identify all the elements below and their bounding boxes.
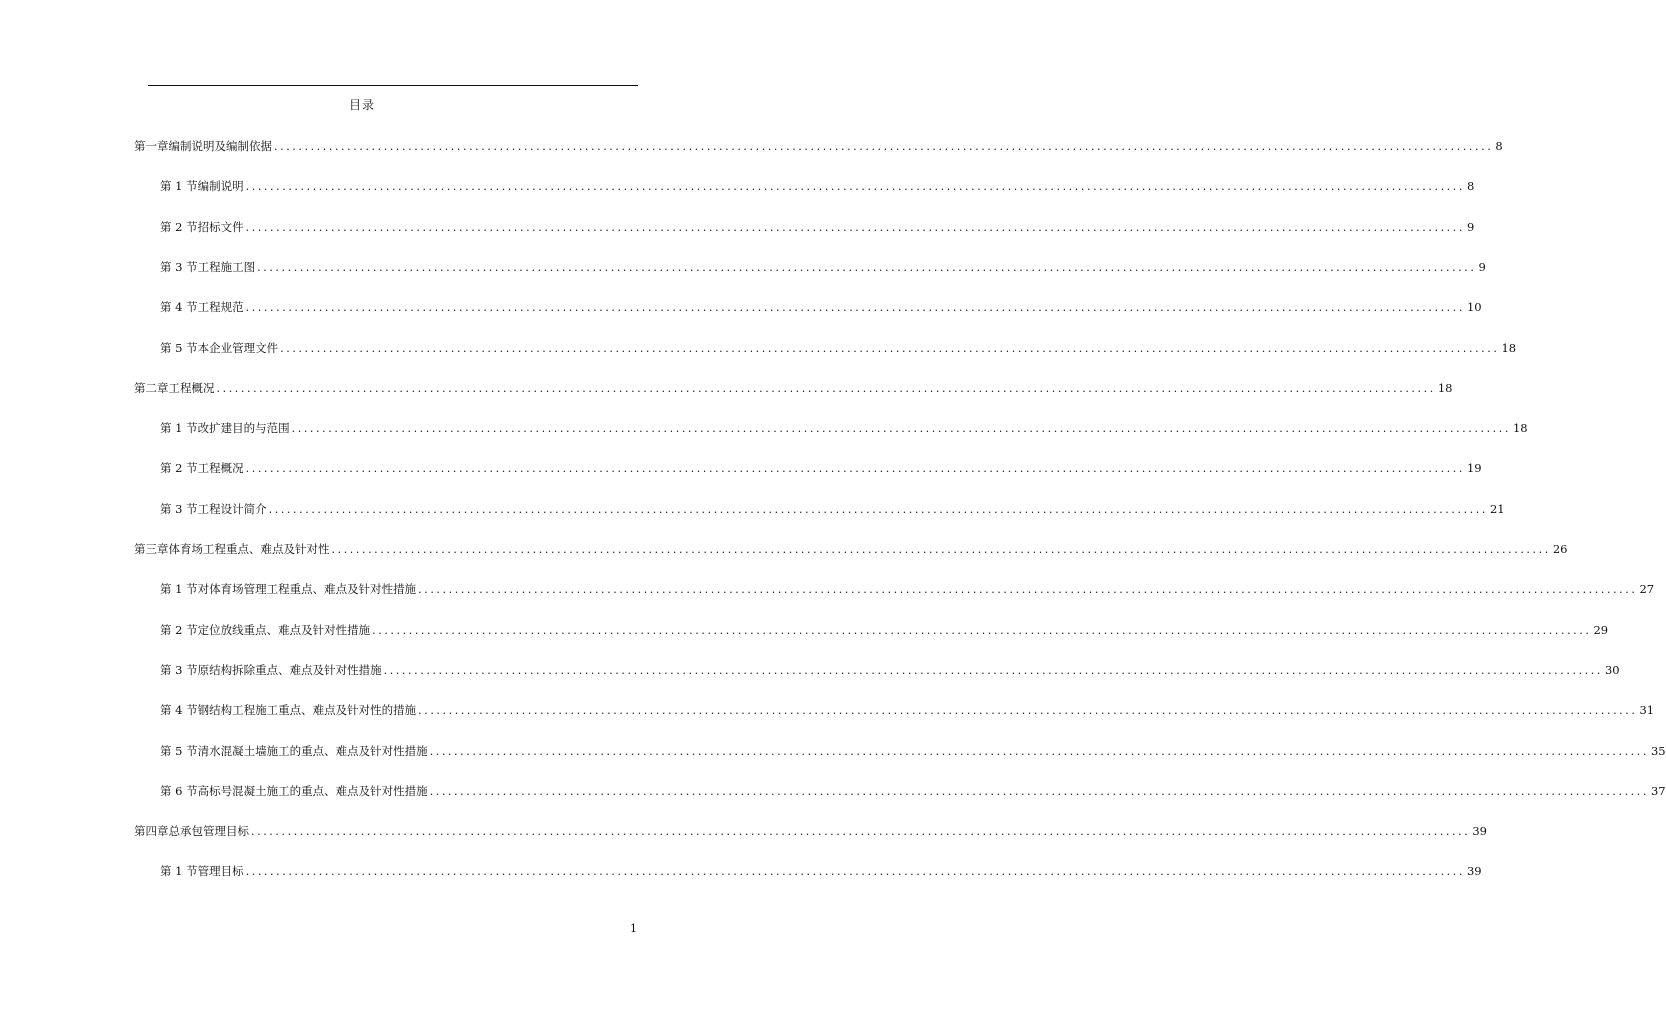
toc-dot-leader: ........................................................................................................................................................................................................	[429, 745, 1649, 758]
toc-section-entry[interactable]	[160, 420, 1528, 436]
toc-dot-leader: ........................................................................................................................................................................................................	[245, 865, 1465, 878]
toc-dot-leader: ........................................................................................................................................................................................................	[372, 624, 1592, 637]
toc-title: 目录	[348, 98, 375, 112]
toc-dot-leader: ........................................................................................................................................................................................................	[383, 664, 1603, 677]
toc-dot-leader: ........................................................................................................................................................................................................	[251, 825, 1471, 838]
toc-entry-title: 对体育场管理工程重点、难点及针对性措施	[197, 582, 417, 596]
toc-entry-number: 第 1 节	[160, 864, 198, 878]
toc-entry-title: 工程概况	[197, 461, 244, 475]
toc-entry-number: 第 3 节	[160, 663, 198, 677]
toc-entry-number: 第四章	[134, 824, 169, 838]
toc-entry-page: 10	[1466, 300, 1482, 314]
toc-entry-title: 改扩建目的与范围	[197, 421, 290, 435]
toc-entry-page: 18	[1501, 341, 1517, 355]
toc-entry-number: 第 1 节	[160, 421, 198, 435]
toc-section-entry[interactable]	[160, 662, 1620, 678]
toc-entry-page: 9	[1478, 260, 1486, 274]
toc-entry-number: 第 3 节	[160, 260, 198, 274]
toc-section-entry[interactable]	[160, 783, 1666, 799]
toc-entry-page: 35	[1650, 744, 1666, 758]
toc-entry-number: 第 1 节	[160, 179, 198, 193]
toc-entry-title: 工程概况	[168, 381, 215, 395]
toc-section-entry[interactable]	[160, 702, 1655, 718]
toc-section-entry[interactable]	[160, 219, 1475, 235]
toc-entry-title: 招标文件	[197, 220, 244, 234]
toc-dot-leader: ........................................................................................................................................................................................................	[280, 342, 1500, 355]
toc-chapter-entry[interactable]	[134, 541, 1568, 557]
toc-entry-title: 总承包管理目标	[168, 824, 249, 838]
toc-entry-number: 第三章	[134, 542, 169, 556]
toc-dot-leader: ........................................................................................................................................................................................................	[257, 261, 1477, 274]
toc-entry-number: 第 4 节	[160, 703, 198, 717]
toc-dot-leader: ........................................................................................................................................................................................................	[429, 785, 1649, 798]
toc-entry-number: 第 6 节	[160, 784, 198, 798]
toc-section-entry[interactable]	[160, 863, 1482, 879]
toc-entry-title: 编制说明	[197, 179, 244, 193]
toc-entry-page: 37	[1650, 784, 1666, 798]
toc-entry-number: 第 4 节	[160, 300, 198, 314]
toc-dot-leader: ........................................................................................................................................................................................................	[331, 543, 1551, 556]
toc-entry-page: 21	[1489, 502, 1505, 516]
toc-entry-title: 工程施工图	[197, 260, 256, 274]
toc-entry-number: 第 1 节	[160, 582, 198, 596]
toc-entry-number: 第 2 节	[160, 623, 198, 637]
toc-entry-page: 19	[1466, 461, 1482, 475]
toc-entry-page: 29	[1593, 623, 1609, 637]
toc-chapter-entry[interactable]	[134, 380, 1453, 396]
toc-entry-page: 18	[1437, 381, 1453, 395]
header-rule	[148, 85, 638, 86]
toc-entry-page: 8	[1495, 139, 1503, 153]
toc-entry-page: 9	[1466, 220, 1475, 234]
toc-entry-page: 26	[1552, 542, 1568, 556]
toc-section-entry[interactable]	[160, 501, 1505, 517]
toc-dot-leader: ........................................................................................................................................................................................................	[245, 462, 1465, 475]
toc-section-entry[interactable]	[160, 460, 1482, 476]
toc-entry-page: 31	[1639, 703, 1655, 717]
toc-chapter-entry[interactable]	[134, 138, 1503, 154]
toc-entry-page: 39	[1466, 864, 1482, 878]
toc-section-entry[interactable]	[160, 259, 1486, 275]
toc-entry-title: 体育场工程重点、难点及针对性	[168, 542, 330, 556]
toc-entry-page: 8	[1466, 179, 1475, 193]
toc-entry-title: 工程设计简介	[197, 502, 267, 516]
toc-entry-number: 第 3 节	[160, 502, 198, 516]
toc-entry-title: 高标号混凝土施工的重点、难点及针对性措施	[197, 784, 428, 798]
toc-section-entry[interactable]	[160, 178, 1475, 194]
toc-section-entry[interactable]	[160, 743, 1666, 759]
toc-chapter-entry[interactable]	[134, 823, 1487, 839]
toc-section-entry[interactable]	[160, 340, 1517, 356]
toc-entry-number: 第二章	[134, 381, 169, 395]
toc-entry-title: 清水混凝土墙施工的重点、难点及针对性措施	[197, 744, 428, 758]
toc-section-entry[interactable]	[160, 299, 1482, 315]
toc-entry-page: 39	[1472, 824, 1487, 838]
toc-dot-leader: ........................................................................................................................................................................................................	[245, 301, 1465, 314]
toc-entry-title: 编制说明及编制依据	[168, 139, 272, 153]
toc-entry-number: 第一章	[134, 139, 169, 153]
toc-dot-leader: ........................................................................................................................................................................................................	[418, 704, 1638, 717]
toc-entry-title: 本企业管理文件	[197, 341, 279, 355]
toc-entry-title: 钢结构工程施工重点、难点及针对性的措施	[197, 703, 417, 717]
toc-dot-leader: ........................................................................................................................................................................................................	[418, 583, 1638, 596]
toc-dot-leader: ........................................................................................................................................................................................................	[216, 382, 1436, 395]
toc-entry-page: 30	[1604, 663, 1620, 677]
toc-entry-number: 第 2 节	[160, 220, 198, 234]
toc-entry-title: 管理目标	[197, 864, 244, 878]
page-number: 1	[630, 922, 637, 935]
toc-entry-page: 18	[1512, 421, 1528, 435]
toc-dot-leader: ........................................................................................................................................................................................................	[245, 221, 1465, 234]
toc-entry-title: 原结构拆除重点、难点及针对性措施	[197, 663, 382, 677]
toc-dot-leader: ........................................................................................................................................................................................................	[245, 180, 1465, 193]
toc-entry-title: 工程规范	[197, 300, 244, 314]
toc-entry-page: 27	[1639, 582, 1655, 596]
toc-dot-leader: ........................................................................................................................................................................................................	[268, 503, 1488, 516]
toc-entry-title: 定位放线重点、难点及针对性措施	[197, 623, 371, 637]
toc-dot-leader: ........................................................................................................................................................................................................	[274, 140, 1494, 153]
toc-section-entry[interactable]	[160, 581, 1655, 597]
toc-entry-number: 第 5 节	[160, 744, 198, 758]
toc-section-entry[interactable]	[160, 622, 1609, 638]
toc-dot-leader: ........................................................................................................................................................................................................	[291, 422, 1511, 435]
toc-entry-number: 第 2 节	[160, 461, 198, 475]
toc-entry-number: 第 5 节	[160, 341, 198, 355]
